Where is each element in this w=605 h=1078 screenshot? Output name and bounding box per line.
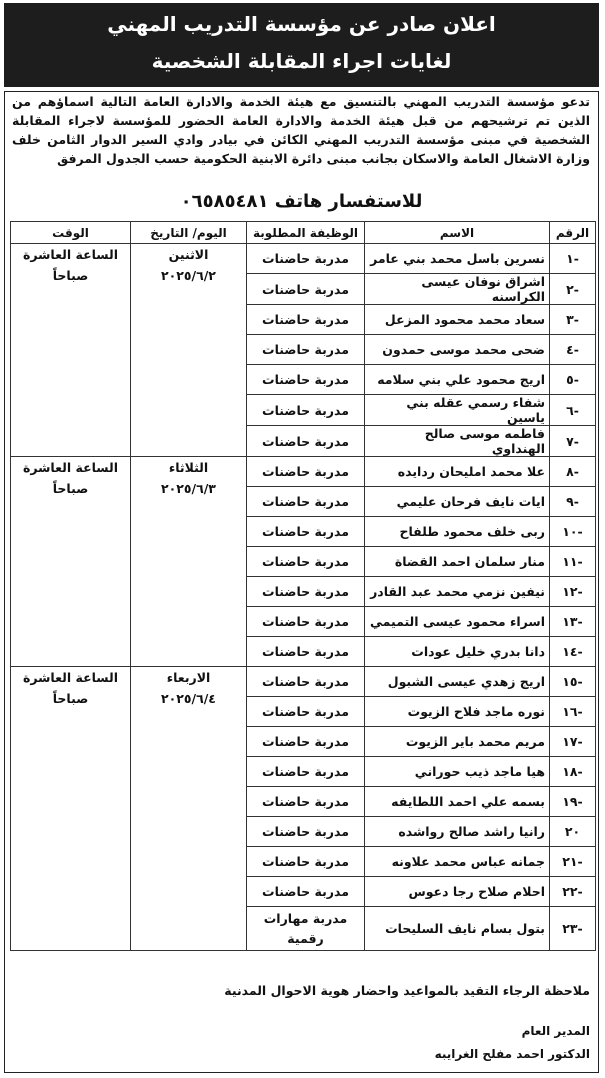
signatory-name: الدكتور احمد مفلح الغرايبه [434, 1047, 590, 1061]
interview-time-hour: الساعة العاشرة [22, 247, 119, 262]
job-title: مدربة حاضنات [247, 547, 365, 577]
candidate-name: نيفين نزمي محمد عبد القادر [365, 577, 550, 607]
row-number: ٢٠ [550, 817, 596, 847]
candidates-table [10, 221, 596, 951]
announcement-title: اعلان صادر عن مؤسسة التدريب المهني [107, 12, 496, 36]
candidate-name: منار سلمان احمد القضاة [365, 547, 550, 577]
row-number: -٣ [550, 305, 596, 335]
row-number: -٩ [550, 487, 596, 517]
candidate-name: اريج زهدي عيسى الشبول [365, 667, 550, 697]
row-number: -١٣ [550, 607, 596, 637]
announcement-header [4, 3, 599, 87]
row-number: -٨ [550, 457, 596, 487]
interview-time-period: صباحاً [52, 268, 89, 283]
job-title: مدربة حاضنات [247, 305, 365, 335]
candidate-name: مريم محمد باير الزيوت [365, 727, 550, 757]
interview-time-hour: الساعة العاشرة [22, 670, 119, 685]
signatory-title: المدير العام [521, 1024, 590, 1038]
candidate-name: اشراق نوفان عيسى الكراسنه [365, 274, 550, 305]
interview-day-date [131, 244, 247, 457]
candidate-name: شفاء رسمي عقله بني ياسين [365, 395, 550, 426]
row-number: -١٩ [550, 787, 596, 817]
interview-time [11, 244, 131, 457]
job-title: مدربة حاضنات [247, 487, 365, 517]
job-title: مدربة حاضنات [247, 607, 365, 637]
row-number: -١٠ [550, 517, 596, 547]
table-row [11, 457, 596, 487]
candidate-name: نسرين باسل محمد بني عامر [365, 244, 550, 274]
interview-day-date [131, 457, 247, 667]
interview-date: ٢٠٢٥/٦/٢ [161, 268, 216, 283]
job-title: مدربة حاضنات [247, 244, 365, 274]
candidate-name: ضحى محمد موسى حمدون [365, 335, 550, 365]
intro-paragraph: تدعو مؤسسة التدريب المهني بالتنسيق مع هيئة الخدمة والادارة العامة التالية اسماؤهم من الذين تم ترشيحهم من قبل هيئة الخدمة والادارة العامة الحضور للمؤسسة لاجراء المقابلة الشخصية في مبنى مؤسسة التدريب المهني الكائن في بيادر وادي السير الدوار الثامن خلف وزارة الاشغال العامة والاسكان بجانب مبنى دائرة الابنية الحكومية حسب الجدول المرفق [12, 94, 590, 166]
candidate-name: اسراء محمود عيسى التميمي [365, 607, 550, 637]
header-time: الوقت [11, 222, 131, 244]
candidate-name: سعاد محمد محمود المزعل [365, 305, 550, 335]
job-title: مدربة حاضنات [247, 847, 365, 877]
job-title: مدربة حاضنات [247, 395, 365, 426]
candidate-name: جمانه عباس محمد علاونه [365, 847, 550, 877]
interview-day: الاثنين [168, 247, 209, 262]
job-title: مدربة حاضنات [247, 637, 365, 667]
job-title: مدربة حاضنات [247, 517, 365, 547]
candidate-name: ربى خلف محمود طلفاح [365, 517, 550, 547]
candidate-name: علا محمد امليحان ردايده [365, 457, 550, 487]
header-day: اليوم/ التاريخ [131, 222, 247, 244]
candidate-name: احلام صلاح رجا دعوس [365, 877, 550, 907]
interview-time-period: صباحاً [52, 691, 89, 706]
candidate-name: هيا ماجد ذيب حوراني [365, 757, 550, 787]
candidate-name: بسمه علي احمد اللطايفه [365, 787, 550, 817]
job-title-line: رقمية [287, 930, 324, 946]
row-number: -١١ [550, 547, 596, 577]
table-row [11, 244, 596, 274]
row-number: -٥ [550, 365, 596, 395]
job-title: مدربة حاضنات [247, 274, 365, 305]
job-title: مدربة حاضنات [247, 727, 365, 757]
header-job: الوظيفة المطلوبة [247, 222, 365, 244]
candidate-name: دانا بدري خليل عودات [365, 637, 550, 667]
candidate-name: رانيا راشد صالح رواشده [365, 817, 550, 847]
job-title: مدربة حاضنات [247, 817, 365, 847]
row-number: -١٤ [550, 637, 596, 667]
interview-date: ٢٠٢٥/٦/٣ [161, 481, 216, 496]
footer-note: ملاحظة الرجاء التقيد بالمواعيد واحضار هوية الاحوال المدنية [224, 983, 590, 998]
interview-time [11, 667, 131, 951]
row-number: -١٥ [550, 667, 596, 697]
row-number: -١٦ [550, 697, 596, 727]
announcement-subtitle: لغايات اجراء المقابلة الشخصية [151, 49, 452, 73]
announcement-body [4, 91, 599, 1073]
interview-date: ٢٠٢٥/٦/٤ [161, 691, 216, 706]
interview-time [11, 457, 131, 667]
row-number: -٢١ [550, 847, 596, 877]
row-number: -٢ [550, 274, 596, 305]
job-title [247, 907, 365, 951]
header-num: الرقم [550, 222, 596, 244]
row-number: -٦ [550, 395, 596, 426]
table-row [11, 667, 596, 697]
job-title: مدربة حاضنات [247, 577, 365, 607]
job-title: مدربة حاضنات [247, 697, 365, 727]
candidate-name: اريج محمود علي بني سلامه [365, 365, 550, 395]
interview-time-hour: الساعة العاشرة [22, 460, 119, 475]
job-title: مدربة حاضنات [247, 457, 365, 487]
row-number: -١ [550, 244, 596, 274]
job-title: مدربة حاضنات [247, 667, 365, 697]
inquiry-phone: للاستفسار هاتف ٠٦٥٨٥٤٨١ [180, 191, 423, 212]
job-title: مدربة حاضنات [247, 426, 365, 457]
row-number: -١٨ [550, 757, 596, 787]
job-title: مدربة حاضنات [247, 877, 365, 907]
row-number: -١٢ [550, 577, 596, 607]
job-title: مدربة حاضنات [247, 365, 365, 395]
row-number: -٢٣ [550, 907, 596, 951]
candidate-name: بتول بسام نايف السليحات [365, 907, 550, 951]
interview-day-date [131, 667, 247, 951]
interview-day: الثلاثاء [168, 460, 209, 475]
candidate-name: فاطمه موسى صالح الهنداوي [365, 426, 550, 457]
job-title: مدربة حاضنات [247, 335, 365, 365]
table-body [11, 244, 596, 951]
row-number: -٢٢ [550, 877, 596, 907]
interview-day: الاربعاء [166, 670, 211, 685]
table-header-row [11, 222, 596, 244]
candidate-name: ايات نايف فرحان عليمي [365, 487, 550, 517]
row-number: -٧ [550, 426, 596, 457]
job-title: مدربة حاضنات [247, 757, 365, 787]
row-number: -٤ [550, 335, 596, 365]
candidate-name: نوره ماجد فلاح الزيوت [365, 697, 550, 727]
job-title: مدربة حاضنات [247, 787, 365, 817]
job-title-line: مدربة مهارات [263, 910, 348, 926]
interview-time-period: صباحاً [52, 481, 89, 496]
header-name: الاسم [365, 222, 550, 244]
row-number: -١٧ [550, 727, 596, 757]
